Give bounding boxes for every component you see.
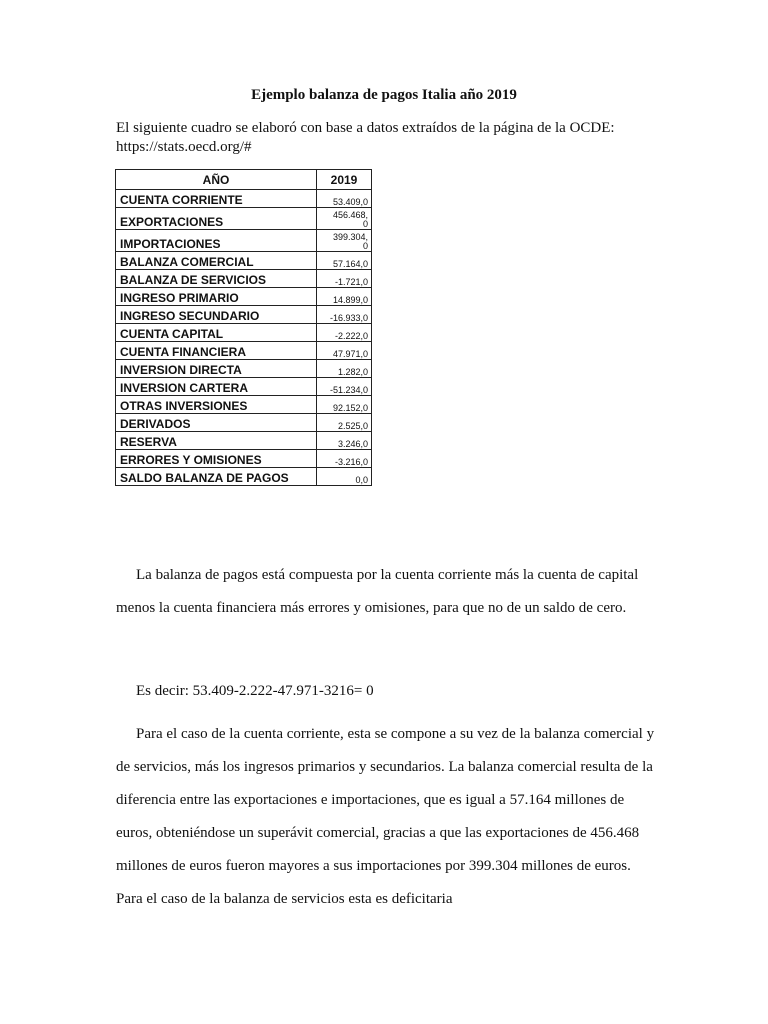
table-row [116,288,372,306]
table-row [116,230,372,252]
table-row [116,378,372,396]
row-value: 53.409,0 [317,190,372,208]
row-label: SALDO BALANZA DE PAGOS [116,468,317,486]
row-label: ERRORES Y OMISIONES [116,450,317,468]
intro-text: El siguiente cuadro se elaboró con base a datos extraídos de la página de la OCDE: https://stats.oecd.org/# [116,120,615,155]
table-row [116,306,372,324]
table-row [116,468,372,486]
table-header-row [116,170,372,190]
row-value: -51.234,0 [317,378,372,396]
document-title: Ejemplo balanza de pagos Italia año 2019 [251,87,517,103]
row-value: -3.216,0 [317,450,372,468]
row-label: BALANZA DE SERVICIOS [116,270,317,288]
table-row [116,342,372,360]
row-label: DERIVADOS [116,414,317,432]
row-value: 14.899,0 [317,288,372,306]
table-row [116,208,372,230]
table-row [116,360,372,378]
row-value: 2.525,0 [317,414,372,432]
row-value: 57.164,0 [317,252,372,270]
row-value: -16.933,0 [317,306,372,324]
table-row [116,252,372,270]
header-year: 2019 [317,170,372,190]
paragraph-current-account: Para el caso de la cuenta corriente, esta se compone a su vez de la balanza comercial y de servicios, más los ingresos primarios y secundarios. La balanza comercial resulta de la diferencia entre las exportaciones e importaciones, que es igual a 57.164 millones de euros, obteniéndose un superávit comercial, gracias a que las exportaciones de 456.468 millones de euros fueron mayores a sus importaciones por 399.304 millones de euros. Para el caso de la balanza de servicios esta es deficitaria [116,726,655,907]
row-value: -1.721,0 [317,270,372,288]
table-row [116,324,372,342]
row-value: -2.222,0 [317,324,372,342]
row-value: 1.282,0 [317,360,372,378]
paragraph-formula: Es decir: 53.409-2.222-47.971-3216= 0 [136,683,374,699]
balance-of-payments-table [115,169,372,486]
row-label: EXPORTACIONES [116,208,317,230]
table-row [116,190,372,208]
row-label: OTRAS INVERSIONES [116,396,317,414]
row-label: INGRESO PRIMARIO [116,288,317,306]
row-value: 3.246,0 [317,432,372,450]
header-label: AÑO [116,170,317,190]
row-value: 47.971,0 [317,342,372,360]
table-row [116,270,372,288]
row-label: INVERSION CARTERA [116,378,317,396]
row-label: BALANZA COMERCIAL [116,252,317,270]
row-label: INGRESO SECUNDARIO [116,306,317,324]
row-label: CUENTA FINANCIERA [116,342,317,360]
row-value: 92.152,0 [317,396,372,414]
row-label: RESERVA [116,432,317,450]
table-row [116,396,372,414]
row-label: INVERSION DIRECTA [116,360,317,378]
paragraph-composition: La balanza de pagos está compuesta por la cuenta corriente más la cuenta de capital menos la cuenta financiera más errores y omisiones, para que no de un saldo de cero. [116,567,639,616]
row-value: 399.304, 0 [317,230,372,252]
row-value: 0,0 [317,468,372,486]
row-value: 456.468, 0 [317,208,372,230]
table-row [116,450,372,468]
row-label: CUENTA CORRIENTE [116,190,317,208]
row-label: IMPORTACIONES [116,230,317,252]
table-row [116,432,372,450]
row-label: CUENTA CAPITAL [116,324,317,342]
table-row [116,414,372,432]
